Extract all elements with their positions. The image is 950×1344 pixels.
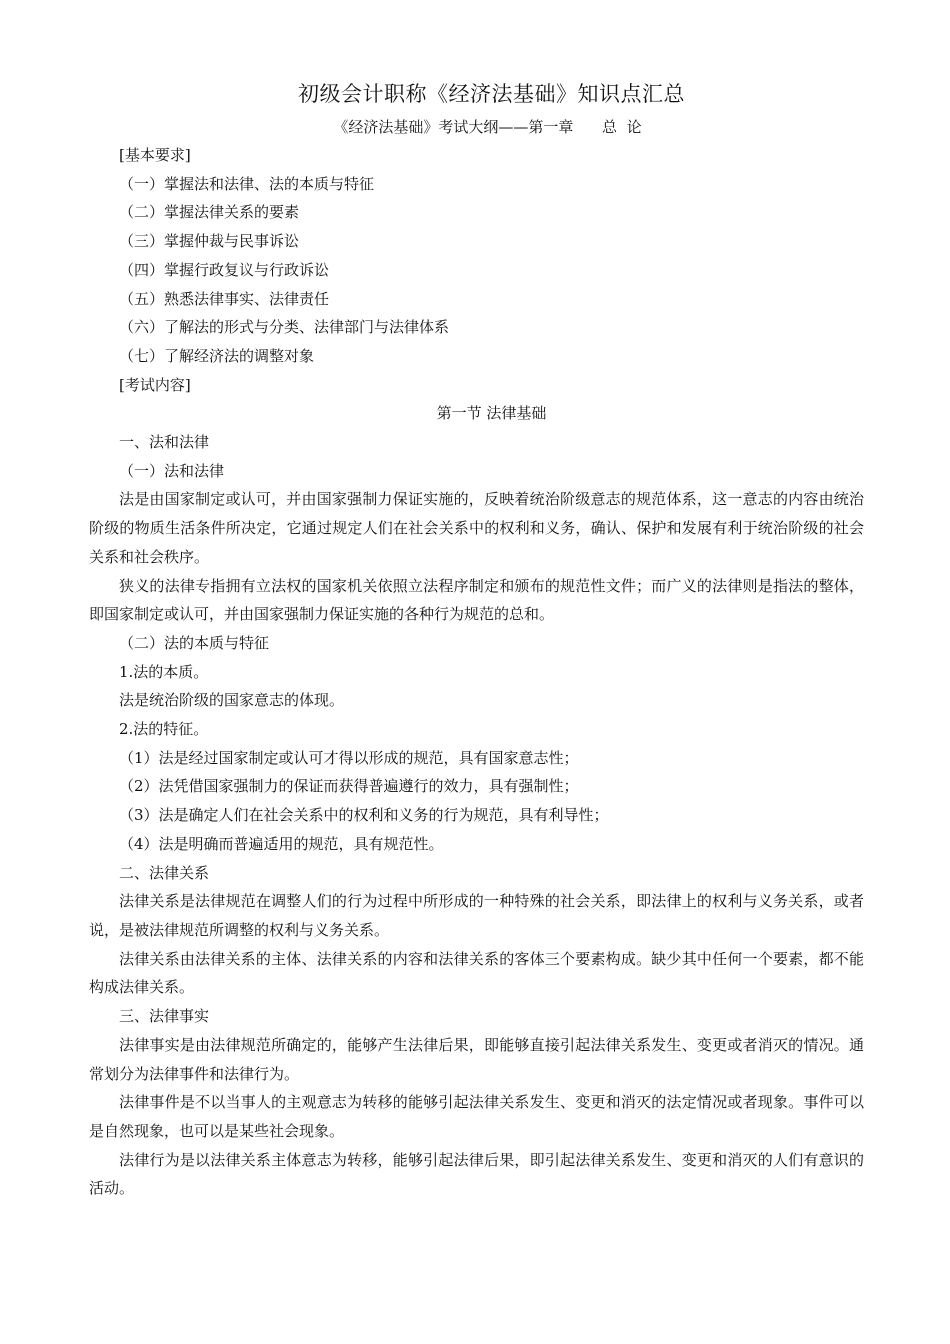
document-title: 初级会计职称《经济法基础》知识点汇总 <box>298 82 685 106</box>
requirement-item: （七）了解经济法的调整对象 <box>119 346 315 365</box>
essence-text: 法是统治阶级的国家意志的体现。 <box>119 691 345 710</box>
requirement-item: （六）了解法的形式与分类、法律部门与法律体系 <box>119 318 450 337</box>
document-subtitle: 《经济法基础》考试大纲——第一章 总 论 <box>333 118 642 136</box>
feature-item: （1）法是经过国家制定或认可才得以形成的规范，具有国家意志性； <box>119 748 579 767</box>
document-page <box>89 78 864 1203</box>
feature-item: （4）法是明确而普遍适用的规范，具有规范性。 <box>119 834 444 853</box>
paragraph: 法律关系由法律关系的主体、法律关系的内容和法律关系的客体三个要素构成。缺少其中任何一个要素，都不能构成法律关系。 <box>89 949 864 997</box>
requirement-item: （一）掌握法和法律、法的本质与特征 <box>119 174 375 193</box>
part1-sub1-heading: （一）法和法律 <box>119 461 225 480</box>
feature-item: （2）法凭借国家强制力的保证而获得普遍遵行的效力，具有强制性； <box>119 777 579 796</box>
paragraph: 狭义的法律专指拥有立法权的国家机关依照立法程序制定和颁布的规范性文件；而广义的法律则是指法的整体，即国家制定或认可，并由国家强制力保证实施的各种行为规范的总和。 <box>89 576 864 624</box>
features-label: 2.法的特征。 <box>119 720 209 739</box>
feature-item: （3）法是确定人们在社会关系中的权利和义务的行为规范，具有利导性； <box>119 806 609 825</box>
paragraph: 法是由国家制定或认可，并由国家强制力保证实施的，反映着统治阶级意志的规范体系，这一意志的内容由统治阶级的物质生活条件所决定，它通过规定人们在社会关系中的权利和义务，确认、保护和发展有利于统治阶级的社会关系和社会秩序。 <box>89 490 864 566</box>
requirement-item: （五）熟悉法律事实、法律责任 <box>119 289 330 308</box>
essence-label: 1.法的本质。 <box>119 662 209 681</box>
exam-content-heading: [考试内容] <box>119 375 191 394</box>
paragraph: 法律事件是不以当事人的主观意志为转移的能够引起法律关系发生、变更和消灭的法定情况或者现象。事件可以是自然现象，也可以是某些社会现象。 <box>89 1093 864 1140</box>
paragraph: 法律行为是以法律关系主体意志为转移，能够引起法律后果，即引起法律关系发生、变更和消灭的人们有意识的活动。 <box>89 1150 864 1198</box>
requirement-item: （三）掌握仲裁与民事诉讼 <box>119 232 300 251</box>
paragraph: 法律事实是由法律规范所确定的，能够产生法律后果，即能够直接引起法律关系发生、变更或者消灭的情况。通常划分为法律事件和法律行为。 <box>89 1035 864 1083</box>
paragraph: 法律关系是法律规范在调整人们的行为过程中所形成的一种特殊的社会关系，即法律上的权利与义务关系，或者说，是被法律规范所调整的权利与义务关系。 <box>89 892 864 939</box>
part1-sub2-heading: （二）法的本质与特征 <box>119 633 270 652</box>
basic-requirements-heading: [基本要求] <box>119 146 191 164</box>
requirement-item: （二）掌握法律关系的要素 <box>119 203 300 222</box>
part1-heading: 一、法和法律 <box>119 433 210 452</box>
section-title: 第一节 法律基础 <box>436 404 547 423</box>
requirement-item: （四）掌握行政复议与行政诉讼 <box>119 260 330 279</box>
part2-heading: 二、法律关系 <box>119 863 210 882</box>
part3-heading: 三、法律事实 <box>119 1007 210 1026</box>
